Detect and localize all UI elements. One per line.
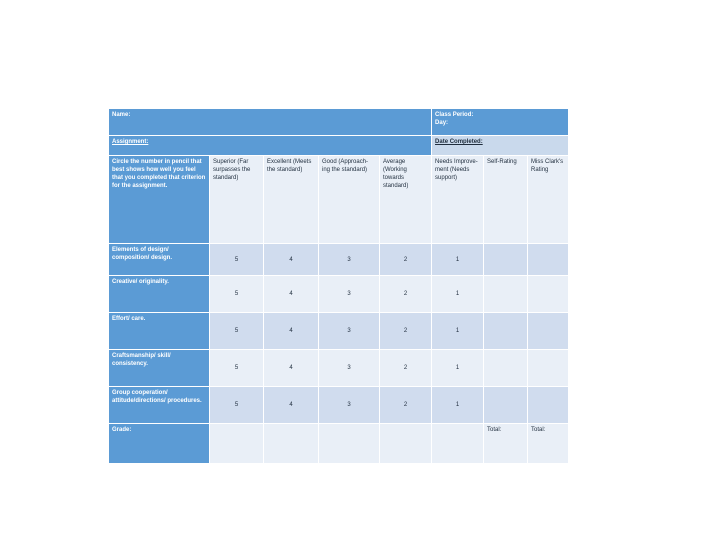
score-3[interactable]: 3 — [319, 276, 380, 313]
score-4[interactable]: 4 — [264, 276, 319, 313]
teacher-rating-cell[interactable] — [528, 387, 569, 424]
criterion-label: Craftsmanship/ skill/ consistency. — [109, 350, 210, 387]
grade-label: Grade: — [109, 424, 210, 464]
self-rating-cell[interactable] — [484, 350, 528, 387]
assignment-cell[interactable] — [109, 136, 432, 156]
teacher-rating-cell[interactable] — [528, 244, 569, 276]
teacher-total-cell[interactable] — [528, 424, 569, 464]
self-rating-cell[interactable] — [484, 313, 528, 350]
teacher-rating-header: Miss Clark's Rating — [528, 156, 569, 244]
score-5[interactable]: 5 — [210, 350, 264, 387]
instructions-text: Circle the number in pencil that best shows how well you feel that you completed that criterion for the assignment. — [112, 159, 206, 189]
day-label: Day: — [435, 120, 449, 126]
score-5[interactable]: 5 — [210, 276, 264, 313]
criterion-label: Group cooperation/ attitude/directions/ procedures. — [109, 387, 210, 424]
score-2[interactable]: 2 — [380, 244, 432, 276]
criterion-label: Effort/ care. — [109, 313, 210, 350]
grade-cell[interactable] — [319, 424, 380, 464]
name-label: Name: — [112, 112, 131, 118]
score-2[interactable]: 2 — [380, 313, 432, 350]
score-1[interactable]: 1 — [432, 276, 484, 313]
score-3[interactable]: 3 — [319, 387, 380, 424]
instructions-cell — [109, 156, 210, 244]
name-cell[interactable] — [109, 109, 432, 136]
score-2[interactable]: 2 — [380, 350, 432, 387]
score-3[interactable]: 3 — [319, 350, 380, 387]
criterion-label: Elements of design/ composition/ design. — [109, 244, 210, 276]
score-4[interactable]: 4 — [264, 387, 319, 424]
teacher-rating-cell[interactable] — [528, 276, 569, 313]
grade-cell[interactable] — [380, 424, 432, 464]
class-period-cell[interactable] — [432, 109, 569, 136]
grade-cell[interactable] — [432, 424, 484, 464]
column-header-row — [109, 156, 569, 244]
excellent-header: Excellent (Meets the standard) — [264, 156, 319, 244]
rubric-table — [108, 108, 569, 464]
self-rating-cell[interactable] — [484, 244, 528, 276]
self-total-label: Total: — [487, 427, 502, 433]
score-5[interactable]: 5 — [210, 313, 264, 350]
criterion-row — [109, 244, 569, 276]
date-completed-cell[interactable] — [432, 136, 569, 156]
criterion-row — [109, 276, 569, 313]
assignment-row — [109, 136, 569, 156]
score-1[interactable]: 1 — [432, 244, 484, 276]
class-period-label: Class Period: — [435, 112, 474, 118]
self-rating-cell[interactable] — [484, 276, 528, 313]
score-5[interactable]: 5 — [210, 387, 264, 424]
header-row — [109, 109, 569, 136]
score-1[interactable]: 1 — [432, 387, 484, 424]
score-4[interactable]: 4 — [264, 313, 319, 350]
criterion-row — [109, 313, 569, 350]
score-4[interactable]: 4 — [264, 244, 319, 276]
score-3[interactable]: 3 — [319, 244, 380, 276]
criterion-label: Creative/ originality. — [109, 276, 210, 313]
score-2[interactable]: 2 — [380, 276, 432, 313]
date-completed-label: Date Completed: — [435, 139, 483, 145]
grade-row — [109, 424, 569, 464]
teacher-rating-cell[interactable] — [528, 350, 569, 387]
score-5[interactable]: 5 — [210, 244, 264, 276]
self-rating-cell[interactable] — [484, 387, 528, 424]
good-header: Good (Approach-ing the standard) — [319, 156, 380, 244]
grade-cell[interactable] — [210, 424, 264, 464]
self-rating-header: Self-Rating — [484, 156, 528, 244]
criterion-row — [109, 387, 569, 424]
superior-header: Superior (Far surpasses the standard) — [210, 156, 264, 244]
score-1[interactable]: 1 — [432, 313, 484, 350]
score-2[interactable]: 2 — [380, 387, 432, 424]
grade-cell[interactable] — [264, 424, 319, 464]
self-total-cell[interactable] — [484, 424, 528, 464]
score-1[interactable]: 1 — [432, 350, 484, 387]
teacher-rating-cell[interactable] — [528, 313, 569, 350]
score-3[interactable]: 3 — [319, 313, 380, 350]
teacher-total-label: Total: — [531, 427, 546, 433]
assignment-label: Assignment: — [112, 139, 149, 145]
score-4[interactable]: 4 — [264, 350, 319, 387]
needs-improvement-header: Needs Improve-ment (Needs support) — [432, 156, 484, 244]
average-header: Average (Working towards standard) — [380, 156, 432, 244]
criterion-row — [109, 350, 569, 387]
